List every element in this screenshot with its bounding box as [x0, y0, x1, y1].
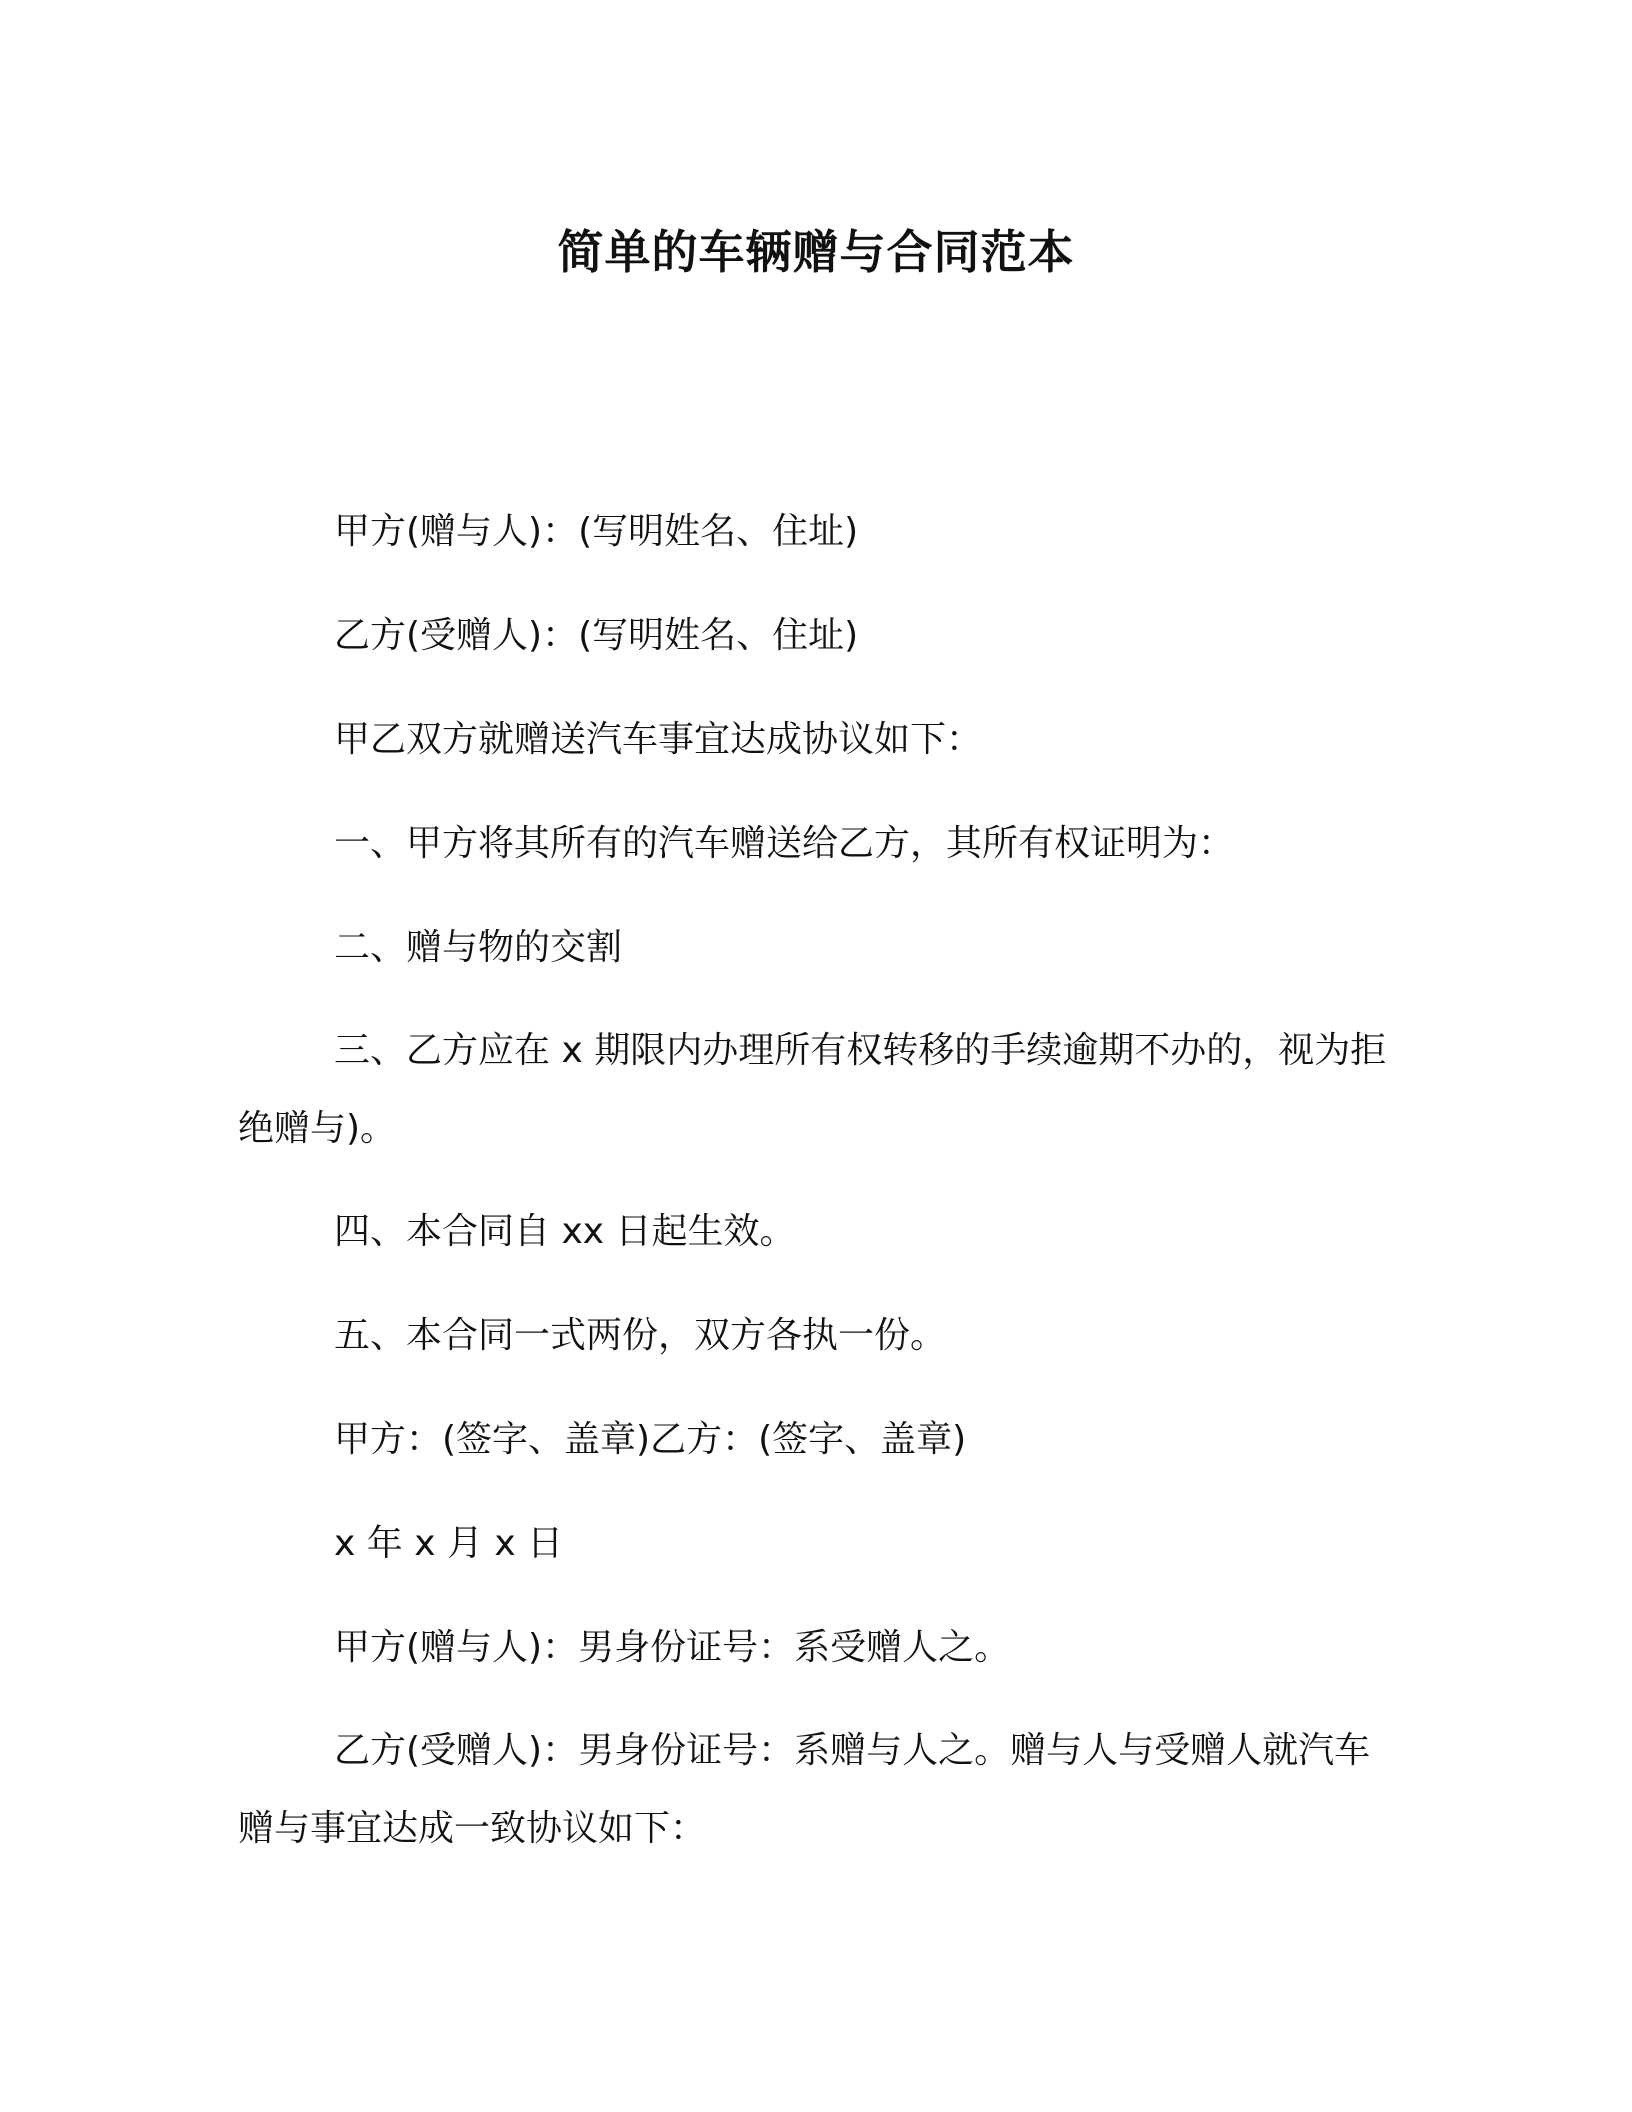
paragraph-clause-2: 二、赠与物的交割	[334, 927, 623, 968]
document-title: 简单的车辆赠与合同范本	[557, 225, 1075, 279]
paragraph-clause-3: 三、乙方应在 x 期限内办理所有权转移的手续逾期不办的，视为拒绝赠与)。	[238, 1030, 1387, 1149]
paragraph-agreement-intro: 甲乙双方就赠送汽车事宜达成协议如下：	[334, 719, 983, 760]
paragraph-clause-1: 一、甲方将其所有的汽车赠送给乙方，其所有权证明为：	[334, 823, 1235, 864]
paragraph-signatures: 甲方：(签字、盖章)乙方：(签字、盖章)	[334, 1419, 967, 1460]
paragraph-date: x 年 x 月 x 日	[334, 1523, 564, 1564]
document-body	[238, 492, 1388, 1892]
paragraph-party-a: 甲方(赠与人)：(写明姓名、住址)	[334, 511, 859, 552]
paragraph-clause-5: 五、本合同一式两份，双方各执一份。	[334, 1315, 947, 1356]
paragraph-clause-4: 四、本合同自 xx 日起生效。	[334, 1211, 796, 1252]
paragraph-donor-info: 甲方(赠与人)：男身份证号：系受赠人之。	[334, 1627, 1011, 1668]
paragraph-party-b: 乙方(受赠人)：(写明姓名、住址)	[334, 615, 859, 656]
paragraph-donee-info: 乙方(受赠人)：男身份证号：系赠与人之。赠与人与受赠人就汽车赠与事宜达成一致协议如下：	[238, 1730, 1371, 1849]
